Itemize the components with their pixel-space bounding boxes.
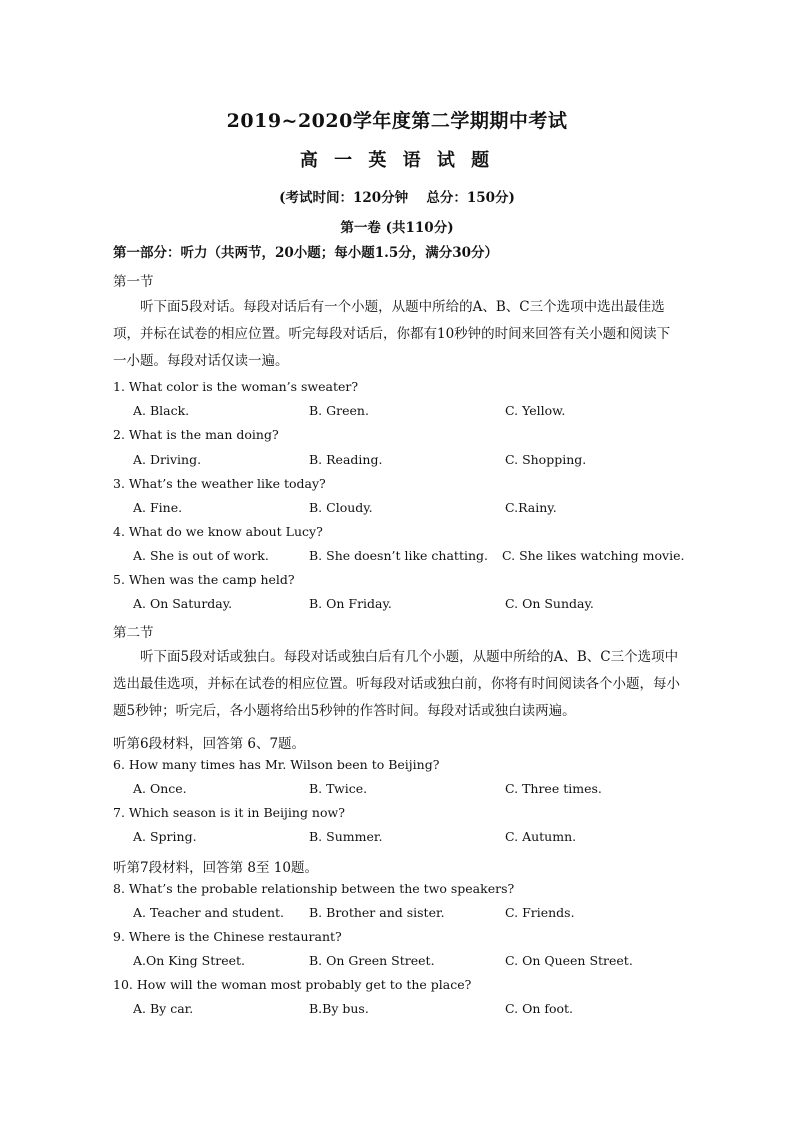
question-1: 1. What color is the woman’s sweater? (113, 379, 359, 394)
q4-option-a: A. She is out of work. (133, 548, 269, 563)
q6-option-a: A. Once. (133, 781, 187, 796)
question-5: 5. When was the camp held? (113, 572, 295, 587)
q2-option-b: B. Reading. (309, 452, 383, 467)
question-6: 6. How many times has Mr. Wilson been to Beijing? (113, 757, 440, 772)
question-10: 10. How will the woman most probably get to the place? (113, 977, 472, 992)
q3-option-a: A. Fine. (133, 500, 183, 515)
q2-option-c: C. Shopping. (505, 452, 587, 467)
section2-instructions-text: 听下面5段对话或独白。每段对话或独白后有几个小题，从题中所给的A、B、C三个选项中选出最佳选项，并标在试卷的相应位置。听每段对话或独白前，你将有时间阅读各个小题，每小题5秒钟；听完后，各小题将给出5秒钟的作答时间。每段对话或独白读两遍。 (113, 649, 680, 719)
material-6-note: 听第6段材料，回答第 6、7题。 (113, 736, 306, 752)
question-4: 4. What do we know about Lucy? (113, 524, 323, 539)
q5-option-b: B. On Friday. (309, 596, 392, 611)
question-8: 8. What’s the probable relationship between the two speakers? (113, 881, 515, 896)
exam-info: (考试时间：120分钟 总分：150分) (279, 190, 515, 206)
q6-option-b: B. Twice. (309, 781, 368, 796)
q4-option-c: C. She likes watching movie. (502, 548, 685, 563)
q7-option-a: A. Spring. (133, 829, 197, 844)
q9-option-b: B. On Green Street. (309, 953, 435, 968)
q8-option-c: C. Friends. (505, 905, 575, 920)
q6-option-c: C. Three times. (505, 781, 602, 796)
q9-option-c: C. On Queen Street. (505, 953, 633, 968)
q3-option-b: B. Cloudy. (309, 500, 373, 515)
question-7: 7. Which season is it in Beijing now? (113, 805, 345, 820)
volume-heading: 第一卷 (共110分) (340, 220, 454, 236)
section1-instructions (113, 294, 683, 375)
q2-option-a: A. Driving. (133, 452, 202, 467)
question-2: 2. What is the man doing? (113, 427, 279, 442)
exam-subtitle: 高 一 英 语 试 题 (299, 150, 495, 171)
q1-option-b: B. Green. (309, 403, 369, 418)
q4-option-b: B. She doesn’t like chatting. (309, 548, 488, 563)
q3-option-c: C.Rainy. (505, 500, 557, 515)
section1-label: 第一节 (113, 274, 154, 290)
q8-option-a: A. Teacher and student. (133, 905, 285, 920)
q9-option-a: A.On King Street. (133, 953, 245, 968)
section2-label: 第二节 (113, 625, 154, 641)
q7-option-c: C. Autumn. (505, 829, 577, 844)
q10-option-c: C. On foot. (505, 1001, 574, 1016)
q10-option-a: A. By car. (133, 1001, 194, 1016)
q8-option-b: B. Brother and sister. (309, 905, 445, 920)
q1-option-c: C. Yellow. (505, 403, 566, 418)
q10-option-b: B.By bus. (309, 1001, 369, 1016)
q1-option-a: A. Black. (133, 403, 190, 418)
material-7-note: 听第7段材料，回答第 8至 10题。 (113, 860, 318, 876)
q7-option-b: B. Summer. (309, 829, 383, 844)
part1-heading: 第一部分：听力（共两节，20小题；每小题1.5分，满分30分） (113, 245, 499, 261)
question-3: 3. What’s the weather like today? (113, 476, 326, 491)
exam-title: 2019~2020学年度第二学期期中考试 (226, 110, 568, 132)
q5-option-a: A. On Saturday. (133, 596, 233, 611)
q5-option-c: C. On Sunday. (505, 596, 594, 611)
question-9: 9. Where is the Chinese restaurant? (113, 929, 342, 944)
section1-instructions-text: 听下面5段对话。每段对话后有一个小题，从题中所给的A、B、C三个选项中选出最佳选项，并标在试卷的相应位置。听完每段对话后，你都有10秒钟的时间来回答有关小题和阅读下一小题。每段对话仅读一遍。 (113, 299, 671, 369)
section2-instructions (113, 644, 683, 725)
